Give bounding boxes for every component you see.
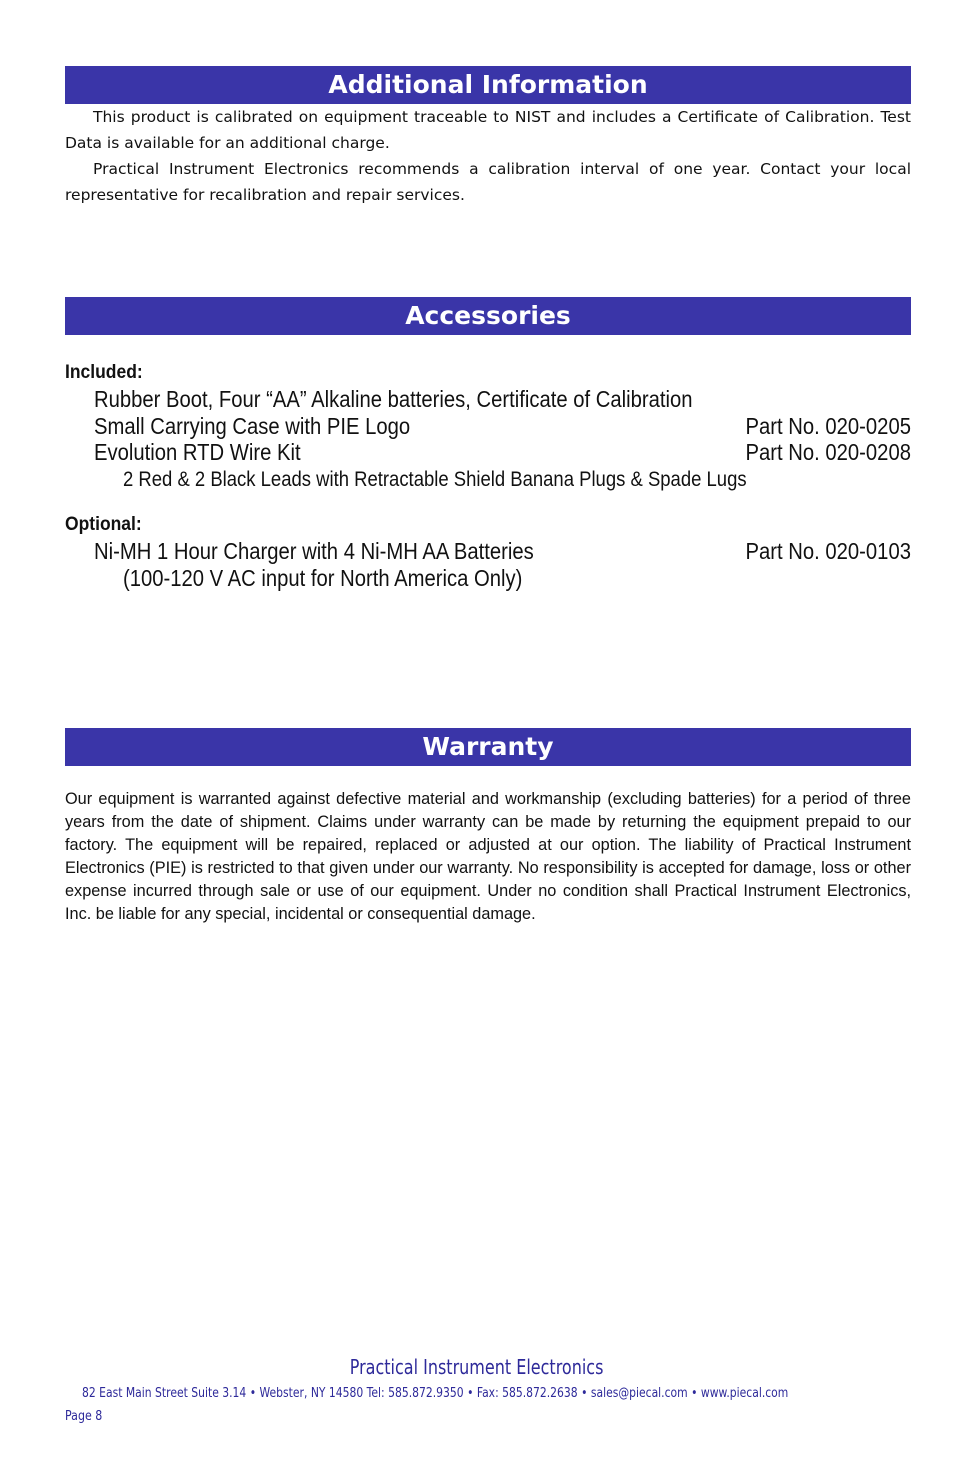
additional-information-header: Additional Information — [65, 66, 911, 104]
item-part-number: Part No. 020-0205 — [745, 412, 911, 439]
additional-information-body — [65, 104, 911, 208]
list-item — [65, 538, 911, 565]
accessories-header: Accessories — [65, 297, 911, 335]
item-part-number: Part No. 020-0208 — [745, 439, 911, 465]
recalibration-paragraph: Practical Instrument Electronics recommends a calibration interval of one year. Contact your local representative for recalibration and repair services. — [65, 160, 911, 204]
page-number: Page 8 — [65, 1409, 103, 1424]
warranty-text: Our equipment is warranted against defective material and workmanship (excluding batteries) for a period of three years from the date of shipment. Claims under warranty can be made by returning the equipment prepaid to our factory. The equipment will be repaired, replaced or adjusted at our option. The liability of Practical Instrument Electronics (PIE) is restricted to that given under our warranty. No responsibility is accepted for damage, loss or other expense incurred through sale or use of our equipment. Under no condition shall Practical Instrument Electronics, Inc. be liable for any special, incidental or consequential damage. — [65, 790, 911, 924]
item-description: Ni-MH 1 Hour Charger with 4 Ni-MH AA Batteries — [94, 537, 534, 564]
optional-detail-text: (100-120 V AC input for North America Only) — [123, 565, 523, 591]
included-label: Included: — [65, 362, 143, 383]
included-line-text: Rubber Boot, Four “AA” Alkaline batteries, Certificate of Calibration — [94, 386, 693, 412]
optional-detail — [65, 564, 911, 592]
calibration-paragraph: This product is calibrated on equipment traceable to NIST and includes a Certificate of Calibration. Test Data is available for an additional charge. — [65, 108, 911, 152]
item-description: Small Carrying Case with PIE Logo — [94, 412, 411, 439]
wire-kit-detail-text: 2 Red & 2 Black Leads with Retractable Shield Banana Plugs & Spade Lugs — [123, 467, 747, 491]
footer-company-name — [0, 1352, 954, 1382]
included-line — [65, 386, 911, 413]
list-item — [65, 413, 911, 440]
wire-kit-detail — [65, 466, 911, 494]
list-item — [65, 439, 911, 466]
footer-address: 82 East Main Street Suite 3.14 • Webster, NY 14580 Tel: 585.872.9350 • Fax: 585.872.2638 • sales@piecal.com • www.piecal.com — [82, 1386, 789, 1401]
item-description: Evolution RTD Wire Kit — [94, 439, 301, 465]
item-part-number: Part No. 020-0103 — [745, 537, 911, 564]
optional-label: Optional: — [65, 513, 142, 535]
accessories-list — [65, 360, 911, 592]
warranty-header: Warranty — [65, 728, 911, 766]
footer-company-text: Practical Instrument Electronics — [350, 1355, 604, 1379]
